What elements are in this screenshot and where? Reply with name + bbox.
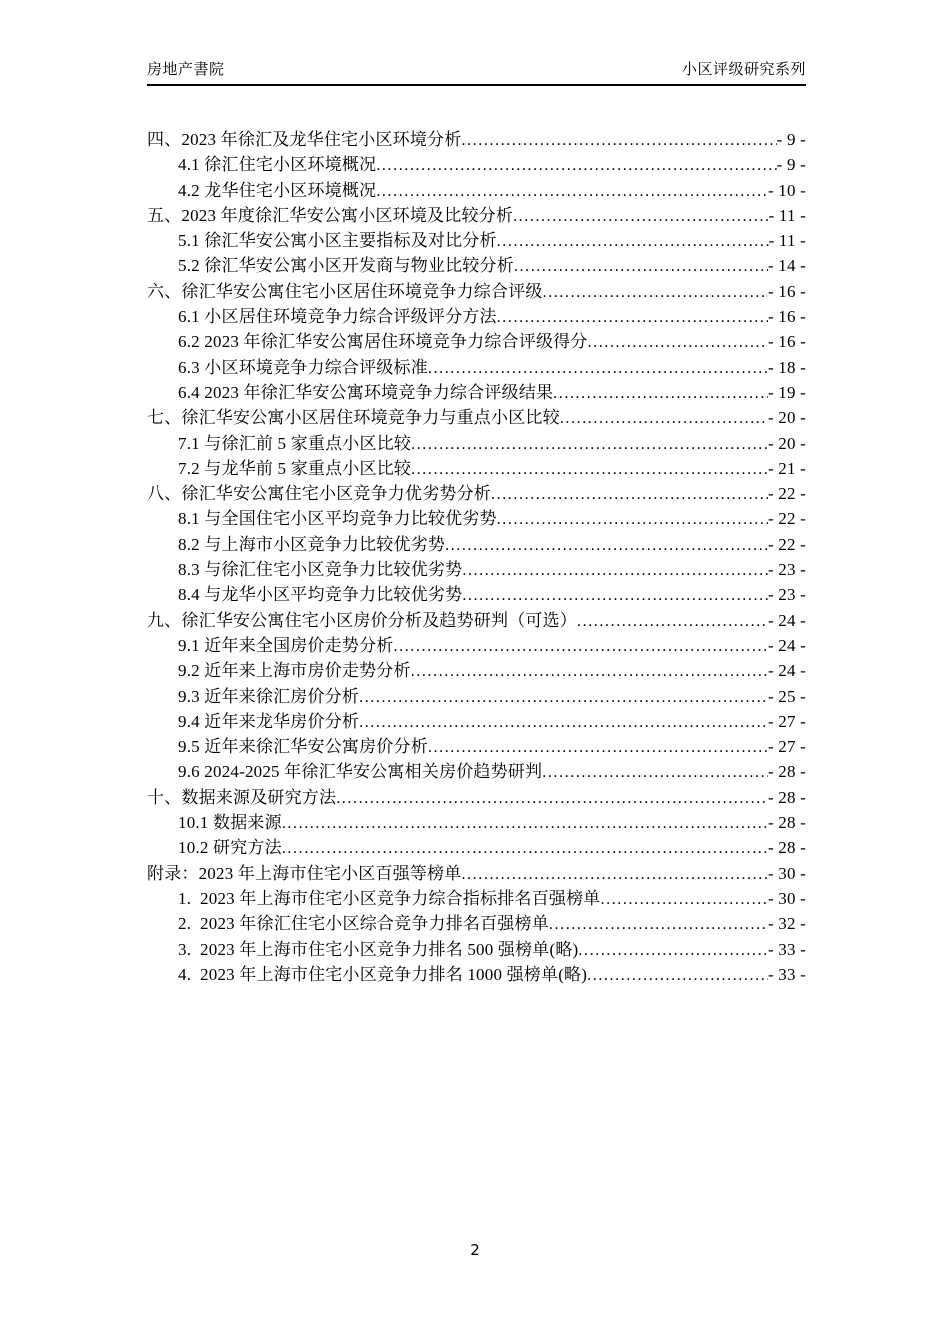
toc-entry-page: - 21 - xyxy=(767,458,806,478)
toc-entry xyxy=(147,709,806,734)
toc-entry-page: - 28 - xyxy=(767,787,806,807)
toc-entry-page: - 11 - xyxy=(768,231,806,251)
toc-leader-dots xyxy=(577,608,768,634)
toc-entry xyxy=(147,431,806,456)
toc-entry-title: 10.2 研究方法 xyxy=(178,838,282,858)
toc-entry xyxy=(147,355,806,380)
toc-entry-page: - 24 - xyxy=(767,661,806,681)
toc-entry-title: 十、数据来源及研究方法 xyxy=(147,787,337,807)
toc-entry-page: - 22 - xyxy=(767,534,806,554)
toc-entry-title: 4.2 龙华住宅小区环境概况 xyxy=(178,180,377,200)
toc-entry xyxy=(147,557,806,582)
toc-entry xyxy=(147,684,806,709)
toc-entry-page: - 23 - xyxy=(767,585,806,605)
toc-entry-page: - 24 - xyxy=(767,610,806,630)
toc-leader-dots xyxy=(376,152,776,178)
toc-entry-page: - 23 - xyxy=(767,560,806,580)
toc-leader-dots xyxy=(359,684,768,710)
toc-entry-title: 八、徐汇华安公寓住宅小区竞争力优劣势分析 xyxy=(147,484,491,504)
toc-entry xyxy=(147,608,806,633)
toc-entry-title: 七、徐汇华安公寓小区居住环境竞争力与重点小区比较 xyxy=(147,408,560,428)
toc-leader-dots xyxy=(282,810,768,836)
toc-entry-page: - 11 - xyxy=(768,205,806,225)
toc-entry xyxy=(147,658,806,683)
toc-leader-dots xyxy=(497,228,769,254)
toc-entry xyxy=(147,937,806,962)
toc-entry-title: 四、2023 年徐汇及龙华住宅小区环境分析 xyxy=(147,130,462,149)
toc-leader-dots xyxy=(491,481,768,507)
toc-leader-dots xyxy=(549,911,768,937)
toc-leader-dots xyxy=(411,431,768,457)
toc-entry-page: - 20 - xyxy=(767,408,806,428)
toc-entry xyxy=(147,228,806,253)
toc-entry-title: 7.2 与龙华前 5 家重点小区比较 xyxy=(178,458,412,478)
toc-entry xyxy=(147,481,806,506)
toc-entry-page: - 28 - xyxy=(767,813,806,833)
toc-leader-dots xyxy=(514,253,768,279)
toc-entry-title: 附录：2023 年上海市住宅小区百强等榜单 xyxy=(147,863,462,883)
toc-entry-page: - 22 - xyxy=(767,509,806,529)
toc-entry-page: - 30 - xyxy=(767,863,806,883)
toc-entry xyxy=(147,962,806,987)
page-header xyxy=(147,58,806,86)
toc-entry-title: 10.1 数据来源 xyxy=(178,813,282,833)
toc-entry-title: 9.6 2024-2025 年徐汇华安公寓相关房价趋势研判 xyxy=(178,762,543,782)
toc-entry xyxy=(147,835,806,860)
toc-entry xyxy=(147,203,806,228)
toc-entry-page: - 20 - xyxy=(767,433,806,453)
toc-entry-page: - 18 - xyxy=(767,357,806,377)
toc-entry-title: 5.2 徐汇华安公寓小区开发商与物业比较分析 xyxy=(178,256,514,276)
toc-leader-dots xyxy=(336,785,768,811)
toc-entry-title: 9.5 近年来徐汇华安公寓房价分析 xyxy=(178,737,428,757)
toc-leader-dots xyxy=(445,532,768,558)
toc-entry-page: - 16 - xyxy=(767,332,806,352)
toc-entry-title: 2. 2023 年徐汇住宅小区综合竞争力排名百强榜单 xyxy=(178,914,549,934)
toc-entry-page: - 28 - xyxy=(767,838,806,858)
toc-entry-title: 3. 2023 年上海市住宅小区竞争力排名 500 强榜单(略) xyxy=(178,939,579,959)
toc-entry xyxy=(147,253,806,278)
toc-leader-dots xyxy=(497,506,768,532)
toc-leader-dots xyxy=(462,582,768,608)
toc-entry xyxy=(147,405,806,430)
toc-entry-title: 5.1 徐汇华安公寓小区主要指标及对比分析 xyxy=(178,231,497,251)
toc-entry-title: 1. 2023 年上海市住宅小区竞争力综合指标排名百强榜单 xyxy=(178,888,601,908)
toc-entry-page: - 9 - xyxy=(776,155,806,175)
toc-entry-title: 6.3 小区环境竞争力综合评级标准 xyxy=(178,357,428,377)
toc-entry-page: - 14 - xyxy=(767,256,806,276)
toc-entry-page: - 33 - xyxy=(767,939,806,959)
toc-entry-title: 6.2 2023 年徐汇华安公寓居住环境竞争力综合评级得分 xyxy=(178,332,588,352)
toc-entry-page: - 9 - xyxy=(776,130,806,149)
toc-leader-dots xyxy=(601,886,768,912)
toc-entry xyxy=(147,734,806,759)
toc-list xyxy=(147,127,806,987)
toc-leader-dots xyxy=(376,178,768,204)
toc-entry xyxy=(147,279,806,304)
toc-leader-dots xyxy=(560,405,768,431)
toc-entry xyxy=(147,759,806,784)
toc-entry xyxy=(147,532,806,557)
toc-entry-title: 4. 2023 年上海市住宅小区竞争力排名 1000 强榜单(略) xyxy=(178,964,588,984)
toc-entry xyxy=(147,861,806,886)
toc-leader-dots xyxy=(553,380,768,406)
toc-entry-page: - 22 - xyxy=(767,484,806,504)
toc-leader-dots xyxy=(428,734,768,760)
toc-entry-title: 9.2 近年来上海市房价走势分析 xyxy=(178,661,411,681)
toc-entry-page: - 28 - xyxy=(767,762,806,782)
toc-leader-dots xyxy=(588,329,768,355)
toc-entry xyxy=(147,633,806,658)
toc-leader-dots xyxy=(542,759,768,785)
header-left-title: 房地产書院 xyxy=(147,61,225,78)
toc-entry xyxy=(147,152,806,177)
toc-entry-title: 9.4 近年来龙华房价分析 xyxy=(178,711,360,731)
toc-entry xyxy=(147,178,806,203)
toc-leader-dots xyxy=(497,304,768,330)
toc-entry xyxy=(147,886,806,911)
toc-entry-title: 4.1 徐汇住宅小区环境概况 xyxy=(178,155,377,175)
toc-leader-dots xyxy=(578,937,768,963)
toc-entry-title: 8.2 与上海市小区竞争力比较优劣势 xyxy=(178,534,446,554)
toc-entry xyxy=(147,127,806,152)
toc-entry xyxy=(147,810,806,835)
toc-entry-page: - 27 - xyxy=(767,737,806,757)
toc-entry-page: - 10 - xyxy=(767,180,806,200)
toc-leader-dots xyxy=(282,835,768,861)
toc-entry-page: - 32 - xyxy=(767,914,806,934)
page-number: 2 xyxy=(470,1241,480,1259)
toc-leader-dots xyxy=(543,279,768,305)
toc-leader-dots xyxy=(461,127,776,153)
toc-entry-page: - 19 - xyxy=(767,382,806,402)
toc-entry xyxy=(147,380,806,405)
toc-entry-title: 6.1 小区居住环境竞争力综合评级评分方法 xyxy=(178,307,497,327)
toc-entry xyxy=(147,506,806,531)
toc-entry xyxy=(147,911,806,936)
toc-entry xyxy=(147,329,806,354)
toc-entry-page: - 16 - xyxy=(767,281,806,301)
toc-entry xyxy=(147,456,806,481)
toc-entry-page: - 24 - xyxy=(767,635,806,655)
toc-entry-page: - 27 - xyxy=(767,711,806,731)
toc-entry-title: 8.3 与徐汇住宅小区竞争力比较优劣势 xyxy=(178,560,463,580)
toc-entry-title: 五、2023 年度徐汇华安公寓小区环境及比较分析 xyxy=(147,205,514,225)
toc-leader-dots xyxy=(411,456,768,482)
toc-entry-title: 六、徐汇华安公寓住宅小区居住环境竞争力综合评级 xyxy=(147,281,543,301)
toc-entry-title: 9.3 近年来徐汇房价分析 xyxy=(178,686,360,706)
toc-entry-page: - 16 - xyxy=(767,307,806,327)
toc-leader-dots xyxy=(428,355,768,381)
toc-entry-title: 8.4 与龙华小区平均竞争力比较优劣势 xyxy=(178,585,463,605)
toc-leader-dots xyxy=(359,709,768,735)
toc-entry-page: - 25 - xyxy=(767,686,806,706)
toc-entry xyxy=(147,785,806,810)
toc-entry xyxy=(147,304,806,329)
toc-entry-title: 9.1 近年来全国房价走势分析 xyxy=(178,635,394,655)
toc-entry xyxy=(147,582,806,607)
toc-leader-dots xyxy=(513,203,769,229)
header-right-title: 小区评级研究系列 xyxy=(681,61,806,78)
toc-leader-dots xyxy=(587,962,768,988)
toc-leader-dots xyxy=(461,861,768,887)
toc-entry-title: 九、徐汇华安公寓住宅小区房价分析及趋势研判（可选） xyxy=(147,610,577,630)
toc-leader-dots xyxy=(462,557,768,583)
toc-entry-title: 7.1 与徐汇前 5 家重点小区比较 xyxy=(178,433,412,453)
toc-entry-page: - 30 - xyxy=(767,888,806,908)
toc-entry-title: 6.4 2023 年徐汇华安公寓环境竞争力综合评级结果 xyxy=(178,382,554,402)
toc-entry-title: 8.1 与全国住宅小区平均竞争力比较优劣势 xyxy=(178,509,497,529)
toc-leader-dots xyxy=(411,658,768,684)
toc-leader-dots xyxy=(394,633,768,659)
toc-entry-page: - 33 - xyxy=(767,964,806,984)
